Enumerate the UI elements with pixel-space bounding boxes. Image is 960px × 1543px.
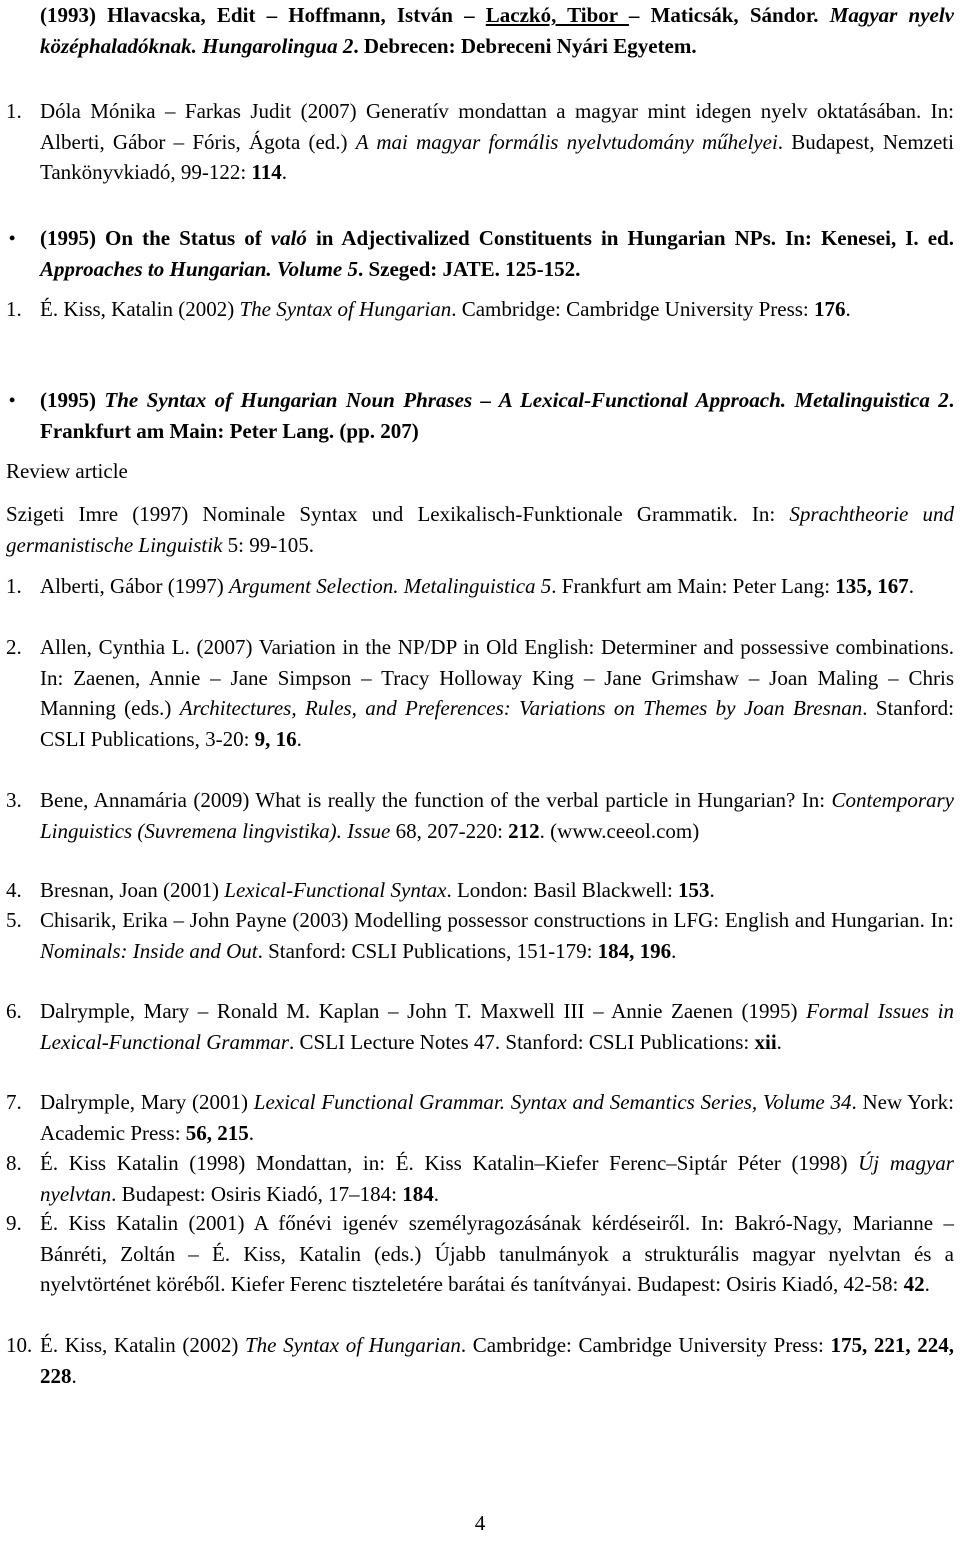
entry-title: Lexical Functional Grammar. Syntax and Semantics Series, Volume 34 — [253, 1090, 852, 1114]
page-reference: 184 — [402, 1181, 434, 1206]
entry-text — [6, 499, 954, 560]
bibliography-entry — [6, 996, 954, 1057]
entry-text-part: . — [709, 878, 715, 902]
bibliography-entry — [6, 1208, 954, 1300]
entry-text — [6, 1330, 954, 1391]
entry-title: Architectures, Rules, and Preferences: Variations on Themes by Joan Bresnan — [179, 696, 863, 720]
entry-number: 6. — [6, 999, 22, 1023]
entry-text-part: . — [845, 297, 851, 321]
bibliography-entry — [6, 385, 954, 446]
entry-title: Argument Selection. Metalinguistica 5 — [228, 574, 552, 598]
entry-title: Contemporary Linguistics (Suvremena lingvistika). Issue — [40, 788, 954, 843]
review-entry — [6, 499, 954, 560]
entry-number: 2. — [6, 635, 22, 659]
entry-text-part: Chisarik, Erika – John Payne (2003) Modelling possessor constructions in LFG: English and Hungarian. In: — [40, 908, 954, 932]
entry-text-part: . Stanford: CSLI Publications, 3-20: — [40, 696, 955, 751]
entry-number: 1. — [6, 574, 22, 598]
entry-text-part: . Frankfurt am Main: Peter Lang: — [551, 574, 836, 598]
entry-text-part: (1995) On the Status of — [40, 226, 271, 250]
page-reference: 9, 16 — [254, 726, 297, 751]
page-reference: xii — [754, 1029, 777, 1054]
bibliography-entry — [6, 905, 954, 966]
entry-text — [6, 1148, 954, 1209]
bibliography-entry — [6, 785, 954, 846]
entry-title: The Syntax of Hungarian — [239, 297, 452, 321]
entry-text-part: . — [924, 1272, 930, 1296]
entry-text — [6, 632, 954, 754]
entry-text-part: . Budapest, Nemzeti Tankönyvkiadó, 99-122: — [40, 129, 954, 184]
entry-number: 4. — [6, 878, 22, 902]
entry-text-part: . — [71, 1363, 77, 1388]
bibliography-entry — [6, 223, 954, 284]
entry-text — [6, 223, 954, 284]
bibliography-entry — [6, 1330, 954, 1391]
entry-text — [6, 996, 954, 1057]
entry-text-part: Szigeti Imre (1997) Nominale Syntax und Lexikalisch-Funktionale Grammatik. In: — [6, 502, 790, 526]
page-reference: 135, 167 — [835, 574, 909, 598]
entry-text-part: 5: 99-105. — [222, 532, 314, 557]
entry-text-part: . Szeged: JATE. 125-152. — [357, 256, 581, 281]
entry-text-part: . — [776, 1029, 782, 1054]
entry-text — [6, 385, 954, 446]
entry-text — [6, 294, 954, 325]
entry-text-part: . Frankfurt am Main: Peter Lang. (pp. 207) — [40, 388, 954, 443]
entry-number: 1. — [6, 99, 22, 123]
bibliography-entry — [6, 1087, 954, 1148]
entry-text-part: . Budapest: Osiris Kiadó, 17–184: — [111, 1181, 403, 1206]
bibliography-entry — [6, 1148, 954, 1209]
page-reference: 212 — [508, 818, 540, 843]
bibliography-entry — [6, 96, 954, 188]
bibliography-entry — [6, 0, 954, 61]
bibliography-entry — [6, 571, 954, 602]
entry-title: Magyar nyelv középhaladóknak. Hungarolingua 2 — [40, 3, 955, 58]
page-reference: 184, 196 — [597, 938, 672, 963]
entry-title: The Syntax of Hungarian — [244, 1333, 461, 1357]
bibliography-entry — [6, 294, 954, 325]
entry-text — [6, 96, 954, 188]
entry-text — [6, 1208, 954, 1300]
entry-title: Nominals: Inside and Out — [40, 938, 258, 963]
entry-text — [6, 571, 954, 602]
entry-text — [6, 1087, 954, 1148]
entry-number: 8. — [6, 1151, 22, 1175]
page-reference: 56, 215 — [185, 1120, 249, 1145]
page-number: 4 — [474, 1511, 486, 1535]
entry-text-part: . — [248, 1120, 255, 1145]
page-reference: 176 — [814, 297, 846, 321]
entry-text-part: É. Kiss Katalin (2001) A főnévi igenév személyragozásának kérdéseiről. In: Bakró-Nagy, Marianne – Bánréti, Zoltán – É. Kiss, Katalin (eds.) Újabb tanulmányok a strukturális magyar nyelvtan és a nyelvtörténet köréből. Kiefer Ferenc tiszteletére barátai és tanítványai. Budapest: Osiris Kiadó, 42-58: — [40, 1211, 954, 1296]
bullet-icon: • — [9, 390, 16, 410]
page-reference: 114 — [251, 160, 282, 184]
entry-text-part: – Maticsák, Sándor. — [628, 3, 830, 27]
entry-title: The Syntax of Hungarian Noun Phrases – A Lexical-Functional Approach. Metalinguistica 2 — [104, 388, 949, 412]
entry-text-part: (1995) — [40, 388, 105, 412]
entry-text-part: . Stanford: CSLI Publications, 151-179: — [257, 938, 598, 963]
entry-text-part: . London: Basil Blackwell: — [446, 878, 679, 902]
entry-text-part: . New York: Academic Press: — [40, 1090, 954, 1145]
bibliography-entry — [6, 875, 954, 906]
entry-text-part: in Adjectivalized Constituents in Hungarian NPs. In: Kenesei, I. ed. — [306, 226, 954, 250]
entry-text-part: . — [433, 1181, 439, 1206]
bullet-icon: • — [9, 228, 16, 248]
entry-text-part: Allen, Cynthia L. (2007) Variation in the NP/DP in Old English: Determiner and possessive combinations. In: Zaenen, Annie – Jane Simpson – Tracy Holloway King – Jane Grimshaw – Joan Maling – Chris Manning (eds.) — [40, 635, 954, 720]
entry-text-part: . — [671, 938, 677, 963]
entry-text-part: . CSLI Lecture Notes 47. Stanford: CSLI Publications: — [289, 1029, 755, 1054]
entry-title: Approaches to Hungarian. Volume 5 — [40, 256, 358, 281]
entry-text-part: É. Kiss, Katalin (2002) — [40, 1333, 245, 1357]
entry-title: A mai magyar formális nyelvtudomány műhelyei — [355, 129, 778, 154]
entry-text — [6, 875, 954, 906]
entry-number: 5. — [6, 908, 22, 932]
entry-text-part: Dóla Mónika – Farkas Judit (2007) Generatív mondattan a magyar mint idegen nyelv oktatásában. In: Alberti, Gábor – Fóris, Ágota (ed.) — [40, 99, 954, 154]
page-reference: 153 — [678, 878, 710, 902]
bibliography-entry — [6, 632, 954, 754]
entry-text-part: . (www.ceeol.com) — [539, 818, 700, 843]
entry-number: 9. — [6, 1211, 22, 1235]
entry-text-part: Dalrymple, Mary – Ronald M. Kaplan – John T. Maxwell III – Annie Zaenen (1995) — [40, 999, 807, 1023]
entry-text-part: Dalrymple, Mary (2001) — [40, 1090, 254, 1114]
page-reference: 42 — [903, 1272, 925, 1296]
entry-text-part: Alberti, Gábor (1997) — [40, 574, 229, 598]
entry-text-part: . — [296, 726, 302, 751]
page-reference: 175, 221, 224, 228 — [40, 1333, 954, 1388]
entry-number: 7. — [6, 1090, 22, 1114]
entry-title: Formal Issues in Lexical-Functional Grammar — [40, 999, 954, 1054]
entry-text-part: . Cambridge: Cambridge University Press: — [460, 1333, 831, 1357]
entry-text-part: 68, 207-220: — [390, 818, 509, 843]
entry-text-part: É. Kiss, Katalin (2002) — [40, 297, 240, 321]
entry-text-part: É. Kiss Katalin (1998) Mondattan, in: É. Kiss Katalin–Kiefer Ferenc–Siptár Péter (1998) — [40, 1151, 859, 1175]
entry-title: való — [270, 226, 307, 250]
entry-text-part: Bresnan, Joan (2001) — [40, 878, 225, 902]
entry-text-part: . — [908, 574, 915, 598]
entry-text-part: (1993) Hlavacska, Edit – Hoffmann, István – — [40, 3, 486, 27]
entry-title: Lexical-Functional Syntax — [224, 878, 447, 902]
entry-text — [6, 905, 954, 966]
entry-number: 1. — [6, 297, 22, 321]
entry-title: Sprachtheorie und germanistische Linguistik — [6, 502, 954, 557]
entry-text-part: . Cambridge: Cambridge University Press: — [451, 297, 815, 321]
entry-text — [6, 785, 954, 846]
entry-text-part: . — [281, 160, 288, 184]
heading-text: Review article — [6, 459, 128, 483]
underlined-author: Laczkó, Tibor — [485, 3, 629, 27]
entry-text-part: . Debrecen: Debreceni Nyári Egyetem. — [353, 33, 697, 58]
entry-text-part: Bene, Annamária (2009) What is really the function of the verbal particle in Hungarian? In: — [40, 788, 832, 812]
section-heading — [6, 456, 954, 487]
entry-number: 10. — [6, 1333, 33, 1357]
entry-text — [6, 0, 954, 61]
entry-title: Új magyar nyelvtan — [40, 1151, 954, 1206]
entry-number: 3. — [6, 788, 22, 812]
